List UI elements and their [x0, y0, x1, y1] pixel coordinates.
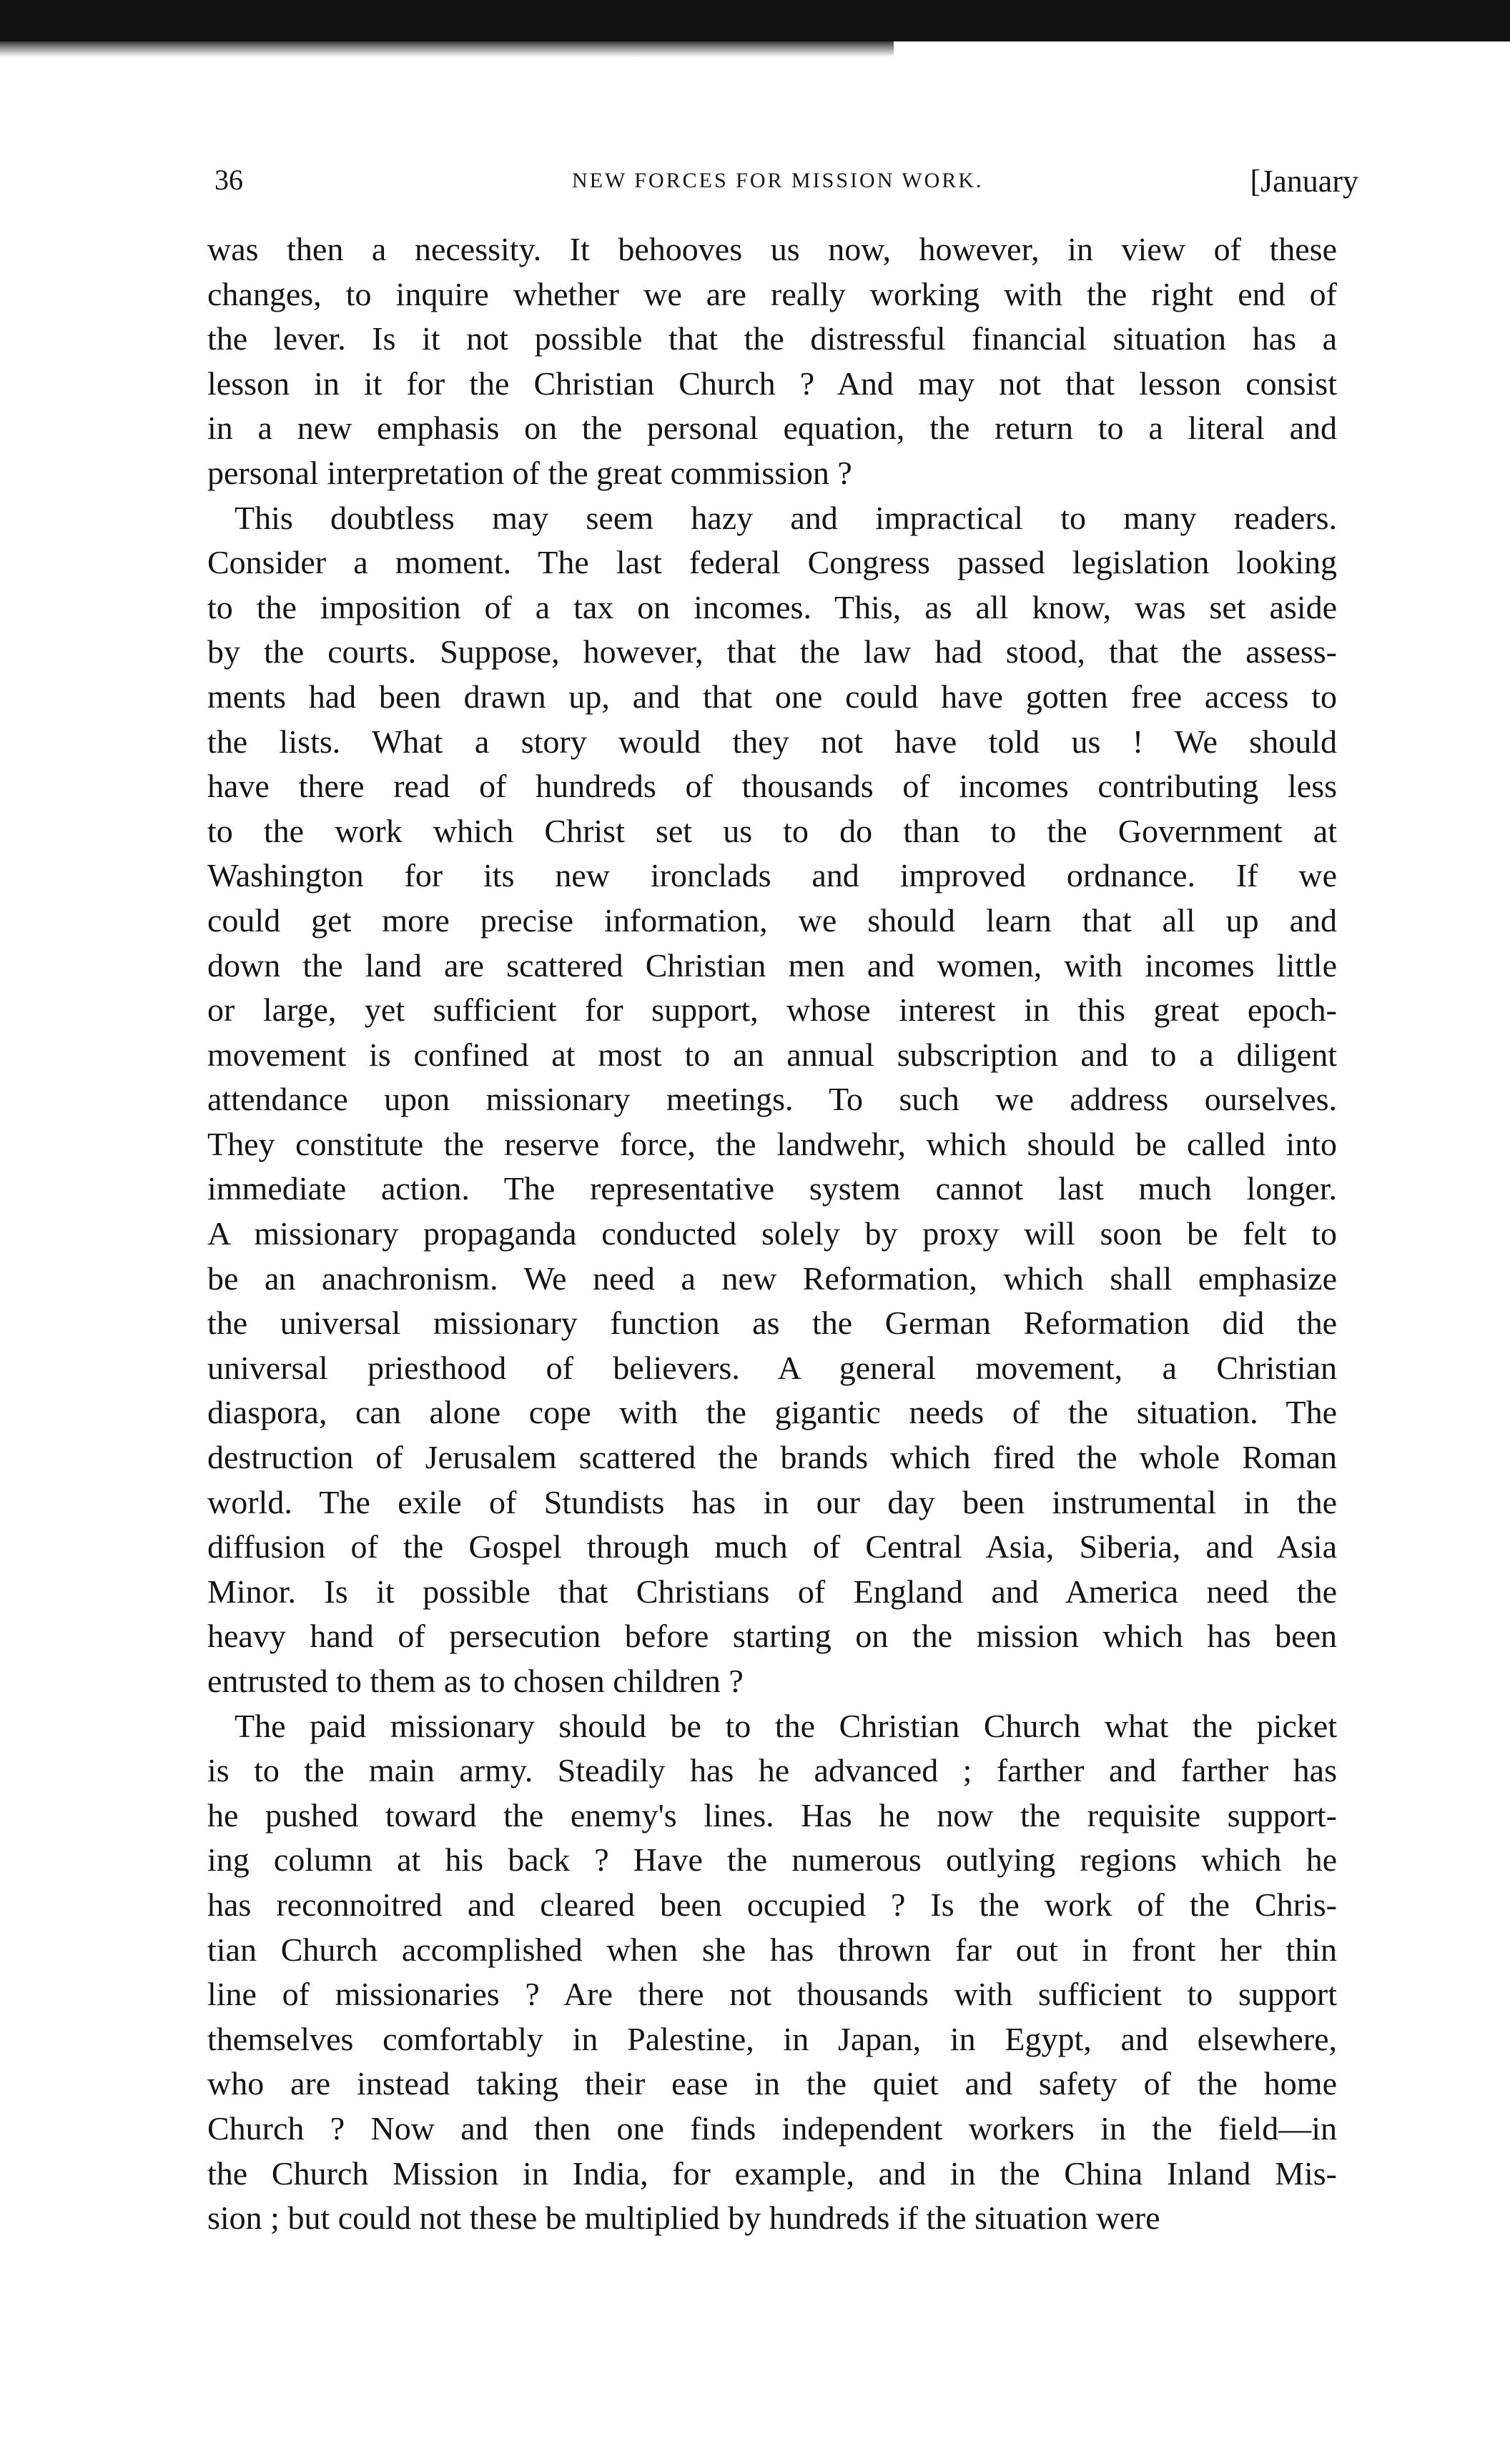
text-line: Consider a moment. The last federal Congress passed legislation looking [207, 544, 1337, 581]
text-line: down the land are scattered Christian men and women, with incomes little [207, 946, 1337, 984]
text-line: has reconnoitred and cleared been occupied ? Is the work of the Chris- [207, 1886, 1337, 1923]
running-title: NEW FORCES FOR MISSION WORK. [572, 169, 984, 192]
text-line: to the work which Christ set us to do than to the Government at [207, 812, 1337, 849]
text-line: have there read of hundreds of thousands of incomes contributing less [207, 768, 1337, 805]
text-line: This doubtless may seem hazy and impractical to many readers. [235, 499, 1337, 536]
text-line: A missionary propaganda conducted solely by proxy will soon be felt to [207, 1215, 1337, 1252]
text-line: universal priesthood of believers. A general movement, a Christian [207, 1349, 1337, 1386]
text-line: attendance upon missionary meetings. To such we address ourselves. [207, 1081, 1337, 1118]
text-line: the universal missionary function as the German Reformation did the [207, 1305, 1337, 1342]
text-line: line of missionaries ? Are there not thousands with sufficient to support [207, 1976, 1337, 2013]
text-line: who are instead taking their ease in the quiet and safety of the home [207, 2065, 1337, 2102]
page-number: 36 [214, 164, 243, 196]
text-line: Church ? Now and then one finds independent workers in the field—in [207, 2109, 1337, 2147]
text-line: lesson in it for the Christian Church ? And may not that lesson consist [207, 365, 1337, 402]
running-header [214, 163, 1358, 206]
text-line: the Church Mission in India, for example, and in the China Inland Mis- [207, 2154, 1337, 2192]
text-line: destruction of Jerusalem scattered the brands which fired the whole Roman [207, 1439, 1337, 1476]
text-line: entrusted to them as to chosen children ? [207, 1663, 744, 1699]
text-line: ing column at his back ? Have the numerous outlying regions which he [207, 1841, 1337, 1879]
text-line: by the courts. Suppose, however, that the law had stood, that the assess- [207, 633, 1337, 671]
text-line: The paid missionary should be to the Christian Church what the picket [235, 1707, 1337, 1744]
text-line: tian Church accomplished when she has thrown far out in front her thin [207, 1931, 1337, 1968]
text-line: diaspora, can alone cope with the gigantic needs of the situation. The [207, 1394, 1337, 1431]
text-line: he pushed toward the enemy's lines. Has he now the requisite support- [207, 1796, 1337, 1834]
body-text [207, 227, 1337, 2241]
text-line: ments had been drawn up, and that one could have gotten free access to [207, 678, 1337, 715]
text-line: heavy hand of persecution before starting on the mission which has been [207, 1618, 1337, 1655]
text-line: the lever. Is it not possible that the distressful financial situation has a [207, 320, 1337, 357]
text-line: in a new emphasis on the personal equation, the return to a literal and [207, 410, 1337, 447]
text-line: Washington for its new ironclads and improved ordnance. If we [207, 857, 1337, 894]
text-line: personal interpretation of the great commission ? [207, 454, 852, 491]
paragraph [207, 496, 1337, 1704]
text-line: movement is confined at most to an annual subscription and to a diligent [207, 1036, 1337, 1073]
text-line: world. The exile of Stundists has in our day been instrumental in the [207, 1483, 1337, 1520]
text-line: sion ; but could not these be multiplied by hundreds if the situation were [207, 2200, 1160, 2237]
text-line: immediate action. The representative system cannot last much longer. [207, 1170, 1337, 1207]
text-line: diffusion of the Gospel through much of Central Asia, Siberia, and Asia [207, 1528, 1337, 1565]
top-black-rule [0, 0, 1510, 41]
text-line: is to the main army. Steadily has he advanced ; farther and farther has [207, 1752, 1337, 1789]
text-line: or large, yet sufficient for support, whose interest in this great epoch- [207, 991, 1337, 1029]
top-rule-shadow [0, 41, 894, 57]
text-line: could get more precise information, we should learn that all up and [207, 901, 1337, 939]
text-line: They constitute the reserve force, the landwehr, which should be called into [207, 1125, 1337, 1162]
text-line: Minor. Is it possible that Christians of England and America need the [207, 1573, 1337, 1610]
paragraph [207, 227, 1337, 496]
running-month: [January [1250, 164, 1358, 199]
text-line: changes, to inquire whether we are really working with the right end of [207, 275, 1337, 312]
text-line: was then a necessity. It behooves us now, however, in view of these [207, 231, 1337, 267]
text-line: the lists. What a story would they not have told us ! We should [207, 723, 1337, 760]
text-line: be an anachronism. We need a new Reformation, which shall emphasize [207, 1260, 1337, 1297]
paragraph [207, 1704, 1337, 2241]
text-line: to the imposition of a tax on incomes. This, as all know, was set aside [207, 588, 1337, 625]
text-line: themselves comfortably in Palestine, in Japan, in Egypt, and elsewhere, [207, 2020, 1337, 2057]
